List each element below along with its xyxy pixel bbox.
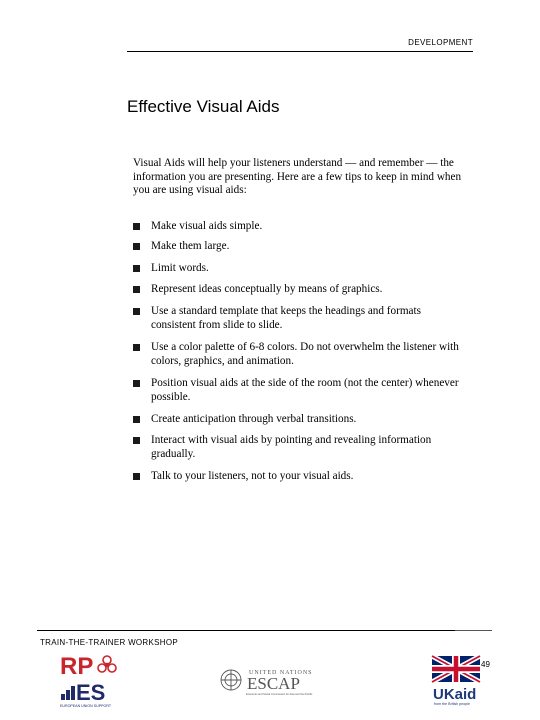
- tip-item: [133, 413, 468, 427]
- tip-text: Create anticipation through verbal transitions.: [151, 413, 357, 425]
- tip-text: Limit words.: [151, 262, 209, 274]
- page-title: Effective Visual Aids: [127, 97, 280, 116]
- footer-rule: [37, 630, 455, 631]
- square-bullet-icon: [133, 265, 140, 272]
- workshop-label: TRAIN-THE-TRAINER WORKSHOP: [40, 638, 179, 647]
- square-bullet-icon: [133, 380, 140, 387]
- tip-text: Use a color palette of 6-8 colors. Do not overwhelm the listener with colors, graphics, and animation.: [151, 341, 459, 367]
- square-bullet-icon: [133, 437, 140, 444]
- escap-org: UNITED NATIONS: [249, 670, 313, 676]
- square-bullet-icon: [133, 223, 140, 230]
- rpes-logo-bottom: ES: [76, 680, 106, 705]
- tip-text: Use a standard template that keeps the headings and formats consistent from slide to slide.: [151, 305, 421, 331]
- rpes-logo-top: RP: [60, 653, 94, 680]
- square-bullet-icon: [133, 344, 140, 351]
- rpes-logo: [58, 652, 120, 708]
- square-bullet-icon: [133, 243, 140, 250]
- square-bullet-icon: [133, 416, 140, 423]
- bar-steps-icon: [61, 686, 75, 700]
- tip-item: [133, 262, 468, 276]
- square-bullet-icon: [133, 286, 140, 293]
- ukaid-caption: from the British people: [434, 702, 470, 706]
- tip-text: Talk to your listeners, not to your visual aids.: [151, 470, 354, 482]
- tip-item: [133, 283, 468, 297]
- escap-logo: [219, 666, 323, 696]
- ukaid-logo: [430, 654, 482, 708]
- square-bullet-icon: [133, 473, 140, 480]
- tip-item: [133, 305, 468, 332]
- union-jack-icon: [432, 656, 480, 682]
- un-emblem-icon: [221, 670, 241, 690]
- tip-text: Interact with visual aids by pointing and revealing information gradually.: [151, 434, 432, 460]
- ukaid-name: UKaid: [433, 686, 477, 703]
- tip-item: [133, 377, 468, 404]
- page-number: 49: [481, 660, 490, 669]
- square-bullet-icon: [133, 308, 140, 315]
- footer-rule-end: [455, 630, 492, 631]
- tip-item: [133, 341, 468, 368]
- tip-text: Position visual aids at the side of the room (not the center) whenever possible.: [151, 377, 459, 403]
- tip-item: [133, 470, 468, 484]
- tip-item: [133, 220, 468, 234]
- tip-item: [133, 240, 468, 254]
- section-header: DEVELOPMENT: [408, 38, 473, 47]
- intro-paragraph: Visual Aids will help your listeners understand — and remember — the information you are presenting. Here are a few tips to keep in mind when you are using visual aids:: [133, 157, 462, 197]
- tip-text: Represent ideas conceptually by means of graphics.: [151, 283, 383, 295]
- tip-item: [133, 434, 468, 461]
- tip-text: Make them large.: [151, 240, 230, 252]
- escap-name: ESCAP: [247, 674, 300, 693]
- tip-text: Make visual aids simple.: [151, 220, 263, 232]
- escap-caption: Economic and Social Commission for Asia and the Pacific: [246, 693, 313, 696]
- biohazard-icon: [98, 656, 116, 672]
- rpes-logo-caption: EUROPEAN UNION SUPPORT: [60, 704, 112, 708]
- header-rule: [127, 51, 473, 52]
